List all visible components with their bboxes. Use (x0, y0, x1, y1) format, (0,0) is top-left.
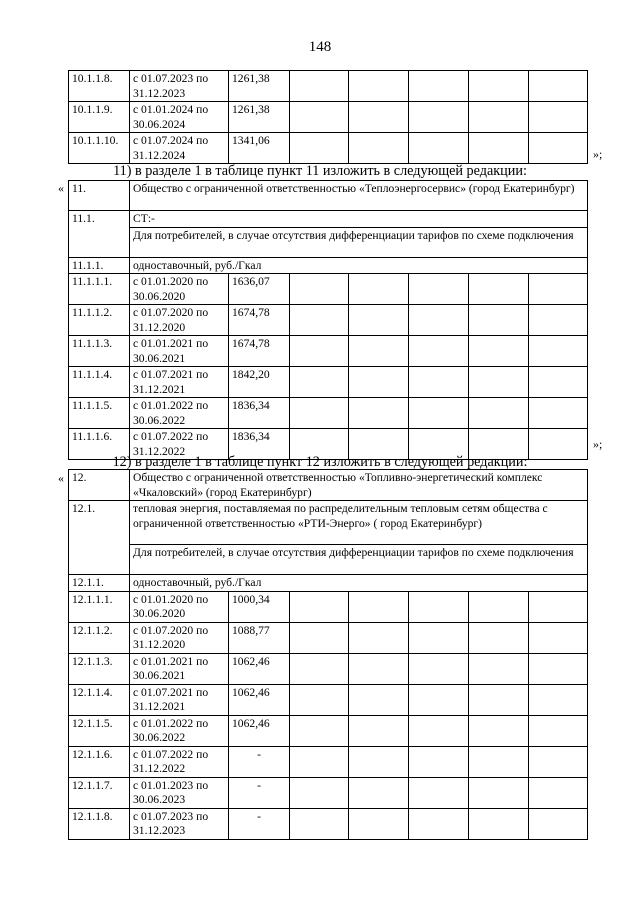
table-row (69, 715, 588, 746)
row-period: с 01.01.2022 по 30.06.2022 (130, 715, 229, 746)
row-value: 1636,07 (229, 274, 290, 305)
table-row (69, 622, 588, 653)
open-quote: « (58, 471, 64, 485)
row-value: 1088,77 (229, 622, 290, 653)
row-period: с 01.07.2020 по 31.12.2020 (130, 305, 229, 336)
sub-row (69, 501, 588, 545)
close-quote: »; (593, 147, 603, 161)
sub-text: тепловая энергия, поставляемая по распределительным тепловым сетям общества с ограниченной ответственностью «РТИ-Энерго» ( город Екатеринбург) (130, 501, 588, 545)
row-value: 1261,38 (229, 102, 290, 133)
tariff-table-12 (68, 469, 588, 840)
table-row (69, 653, 588, 684)
row-value: 1842,20 (229, 367, 290, 398)
section-11-heading: 11) в разделе 1 в таблице пункт 11 изложить в следующей редакции: (113, 163, 527, 179)
row-period: с 01.01.2021 по 30.06.2021 (130, 653, 229, 684)
row-code: 12.1.1.8. (69, 808, 130, 839)
row-code: 11.1.1.2. (69, 305, 130, 336)
open-quote: « (58, 181, 64, 195)
table-row (69, 684, 588, 715)
row-code: 12.1.1.6. (69, 746, 130, 777)
row-period: с 01.07.2022 по 31.12.2022 (130, 746, 229, 777)
row-value: 1674,78 (229, 336, 290, 367)
note-text: Для потребителей, в случае отсутствия дифференциации тарифов по схеме подключения (130, 227, 588, 257)
row-code: 12.1.1.5. (69, 715, 130, 746)
org-code: 12. (69, 470, 130, 501)
row-value: 1836,34 (229, 398, 290, 429)
table-row (69, 367, 588, 398)
table-row (69, 71, 588, 102)
row-code: 12.1.1.2. (69, 622, 130, 653)
row-period: с 01.01.2024 по 30.06.2024 (130, 102, 229, 133)
table-row (69, 274, 588, 305)
tariff-code: 12.1.1. (69, 575, 130, 592)
row-period: с 01.07.2021 по 31.12.2021 (130, 684, 229, 715)
row-period: с 01.07.2020 по 31.12.2020 (130, 622, 229, 653)
table-row (69, 133, 588, 164)
table-row (69, 336, 588, 367)
row-value: - (229, 777, 290, 808)
row-code: 10.1.1.10. (69, 133, 130, 164)
row-code: 11.1.1.5. (69, 398, 130, 429)
org-name: Общество с ограниченной ответственностью «Топливно-энергетический комплекс «Чкаловский» (город Екатеринбург) (130, 470, 588, 501)
row-period: с 01.01.2021 по 30.06.2021 (130, 336, 229, 367)
row-value: 1836,34 (229, 429, 290, 460)
row-code: 12.1.1.1. (69, 591, 130, 622)
row-code: 11.1.1.6. (69, 429, 130, 460)
table-row (69, 746, 588, 777)
note-row (69, 227, 588, 257)
row-period: с 01.07.2022 по 31.12.2022 (130, 429, 229, 460)
row-value: - (229, 808, 290, 839)
tariff-text: одноставочный, руб./Гкал (130, 257, 588, 274)
row-value: - (229, 746, 290, 777)
table-row (69, 102, 588, 133)
tariff-text: одноставочный, руб./Гкал (130, 575, 588, 592)
tariff-table-11 (68, 180, 588, 460)
row-period: с 01.07.2023 по 31.12.2023 (130, 71, 229, 102)
tariff-table-10 (68, 70, 588, 164)
table-row (69, 305, 588, 336)
org-code: 11. (69, 181, 130, 211)
tariff-code: 11.1.1. (69, 257, 130, 274)
row-period: с 01.01.2023 по 30.06.2023 (130, 777, 229, 808)
note-row (69, 545, 588, 575)
row-period: с 01.07.2023 по 31.12.2023 (130, 808, 229, 839)
close-quote: »; (593, 437, 603, 451)
row-value: 1062,46 (229, 653, 290, 684)
sub-row (69, 211, 588, 228)
section-12-heading: 12) в разделе 1 в таблице пункт 12 изложить в следующей редакции: (112, 454, 528, 470)
row-value: 1341,06 (229, 133, 290, 164)
tariff-row (69, 575, 588, 592)
row-value: 1000,34 (229, 591, 290, 622)
row-code: 10.1.1.9. (69, 102, 130, 133)
tariff-row (69, 257, 588, 274)
row-code: 12.1.1.7. (69, 777, 130, 808)
row-value: 1261,38 (229, 71, 290, 102)
page-number: 148 (308, 39, 332, 55)
row-period: с 01.01.2020 по 30.06.2020 (130, 591, 229, 622)
sub-code: 12.1. (69, 501, 130, 575)
table-row (69, 398, 588, 429)
note-text: Для потребителей, в случае отсутствия дифференциации тарифов по схеме подключения (130, 545, 588, 575)
row-code: 11.1.1.1. (69, 274, 130, 305)
row-code: 10.1.1.8. (69, 71, 130, 102)
table-row (69, 591, 588, 622)
row-period: с 01.01.2022 по 30.06.2022 (130, 398, 229, 429)
row-value: 1062,46 (229, 684, 290, 715)
row-value: 1062,46 (229, 715, 290, 746)
org-row (69, 181, 588, 211)
row-code: 11.1.1.3. (69, 336, 130, 367)
sub-text: СТ:- (130, 211, 588, 228)
row-code: 11.1.1.4. (69, 367, 130, 398)
row-value: 1674,78 (229, 305, 290, 336)
row-period: с 01.07.2024 по 31.12.2024 (130, 133, 229, 164)
row-period: с 01.07.2021 по 31.12.2021 (130, 367, 229, 398)
row-code: 12.1.1.3. (69, 653, 130, 684)
sub-code: 11.1. (69, 211, 130, 258)
row-period: с 01.01.2020 по 30.06.2020 (130, 274, 229, 305)
org-row (69, 470, 588, 501)
table-row (69, 777, 588, 808)
table-row (69, 808, 588, 839)
row-code: 12.1.1.4. (69, 684, 130, 715)
org-name: Общество с ограниченной ответственностью «Теплоэнергосервис» (город Екатеринбург) (130, 181, 588, 211)
